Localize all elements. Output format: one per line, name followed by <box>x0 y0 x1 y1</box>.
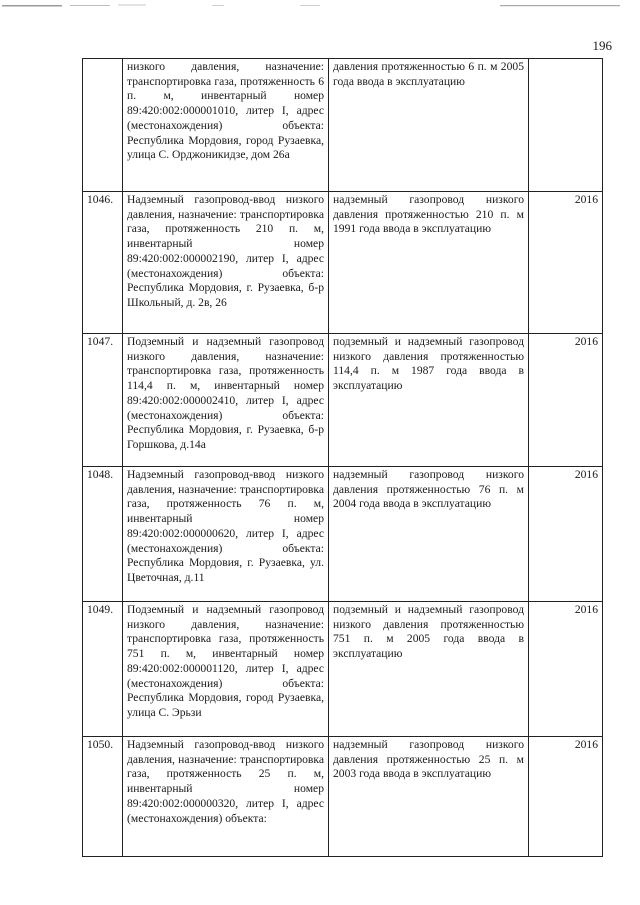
table-row <box>83 602 603 737</box>
table-row <box>83 737 603 857</box>
object-description: Надземный газопровод-ввод низкого давления, назначение: транспортировка газа, протяженность 25 п. м, инвентарный номер 89:420:002:000000320, литер I, адрес (местонахождения) объекта: <box>123 737 329 857</box>
row-number: 1048. <box>83 467 123 602</box>
table-row <box>83 192 603 334</box>
object-description: Подземный и надземный газопровод низкого давления, назначение: транспортировка газа, протяженность 114,4 п. м, инвентарный номер 89:420:002:000002410, литер I, адрес (местонахождения) объекта: Республика Мордовия, г. Рузаевка, б-р Горшкова, д.14а <box>123 334 329 467</box>
year-cell: 2016 <box>529 334 603 467</box>
object-characteristics: надземный газопровод низкого давления протяженностью 210 п. м 1991 года ввода в эксплуатацию <box>329 192 529 334</box>
year-cell <box>529 59 603 192</box>
table-row <box>83 59 603 192</box>
object-characteristics: подземный и надземный газопровод низкого давления протяженностью 751 п. м 2005 года ввода в эксплуатацию <box>329 602 529 737</box>
object-description: низкого давления, назначение: транспортировка газа, протяженность 6 п. м, инвентарный номер 89:420:002:000001010, литер I, адрес (местонахождения) объекта: Республика Мордовия, город Рузаевка, улица С. Орджоникидзе, дом 26а <box>123 59 329 192</box>
row-number: 1049. <box>83 602 123 737</box>
row-number: 1047. <box>83 334 123 467</box>
scan-noise-strip <box>0 2 640 10</box>
year-cell: 2016 <box>529 737 603 857</box>
year-cell: 2016 <box>529 602 603 737</box>
year-cell: 2016 <box>529 467 603 602</box>
row-number: 1050. <box>83 737 123 857</box>
year-cell: 2016 <box>529 192 603 334</box>
object-characteristics: надземный газопровод низкого давления протяженностью 76 п. м 2004 года ввода в эксплуатацию <box>329 467 529 602</box>
object-characteristics: давления протяженностью 6 п. м 2005 года ввода в эксплуатацию <box>329 59 529 192</box>
table-row <box>83 334 603 467</box>
object-description: Надземный газопровод-ввод низкого давления, назначение: транспортировка газа, протяженность 210 п. м, инвентарный номер 89:420:002:000002190, литер I, адрес (местонахождения) объекта: Республика Мордовия, г. Рузаевка, б-р Школьный, д. 2в, 26 <box>123 192 329 334</box>
page-number: 196 <box>592 38 612 53</box>
object-characteristics: подземный и надземный газопровод низкого давления протяженностью 114,4 п. м 1987 года ввода в эксплуатацию <box>329 334 529 467</box>
object-description: Надземный газопровод-ввод низкого давления, назначение: транспортировка газа, протяженность 76 п. м, инвентарный номер 89:420:002:000000620, литер I, адрес (местонахождения) объекта: Республика Мордовия, г. Рузаевка, ул. Цветочная, д.11 <box>123 467 329 602</box>
row-number <box>83 59 123 192</box>
object-description: Подземный и надземный газопровод низкого давления, назначение: транспортировка газа, протяженность 751 п. м, инвентарный номер 89:420:002:000001120, литер I, адрес (местонахождения) объекта: Республика Мордовия, город Рузаевка, улица С. Эрьзи <box>123 602 329 737</box>
row-number: 1046. <box>83 192 123 334</box>
registry-table <box>82 58 603 857</box>
table-row <box>83 467 603 602</box>
object-characteristics: надземный газопровод низкого давления протяженностью 25 п. м 2003 года ввода в эксплуатацию <box>329 737 529 857</box>
